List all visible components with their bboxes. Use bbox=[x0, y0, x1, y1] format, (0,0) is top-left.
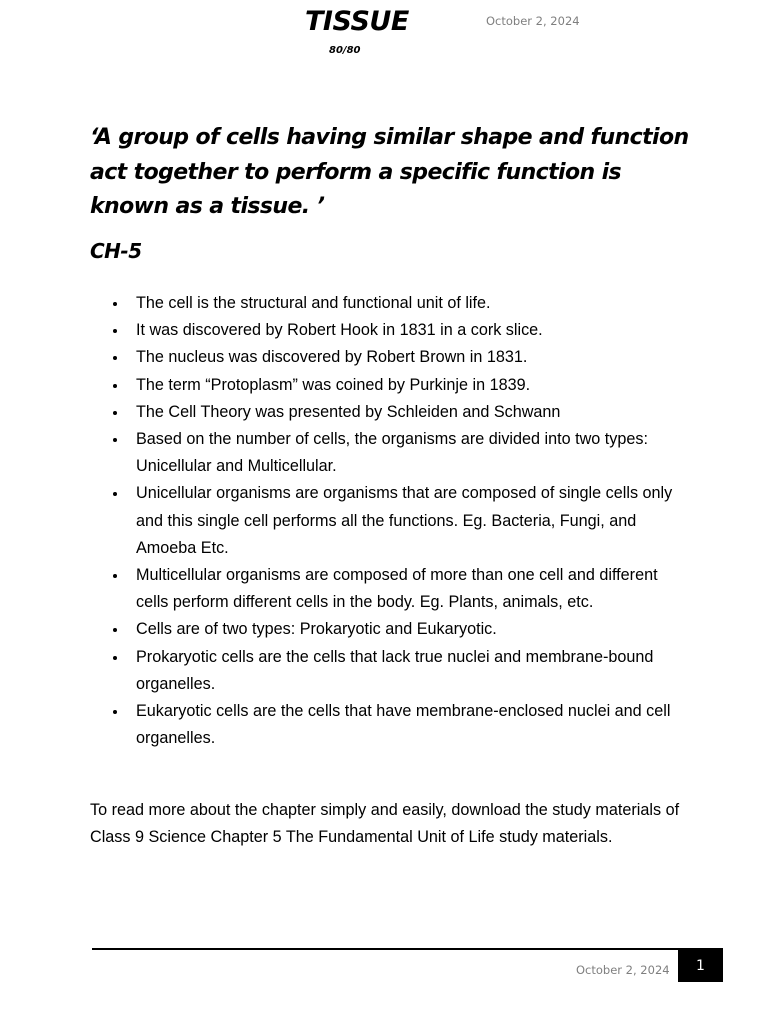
bullet-icon bbox=[113, 492, 117, 496]
list-item-text: Cells are of two types: Prokaryotic and Eukaryotic. bbox=[136, 620, 497, 639]
list-item bbox=[90, 399, 690, 426]
bullet-icon bbox=[113, 329, 117, 333]
list-item bbox=[90, 344, 690, 371]
bullet-icon bbox=[113, 384, 117, 388]
list-item-text: The nucleus was discovered by Robert Brown in 1831. bbox=[136, 348, 528, 367]
list-item bbox=[90, 644, 690, 698]
list-item-text: Unicellular organisms are organisms that are composed of single cells only and this single cell performs all the functions. Eg. Bacteria, Fungi, and Amoeba Etc. bbox=[136, 484, 673, 557]
chapter-heading: CH-5 bbox=[90, 239, 142, 263]
bullet-icon bbox=[113, 356, 117, 360]
bullet-list bbox=[90, 290, 690, 752]
list-item-text: The Cell Theory was presented by Schleiden and Schwann bbox=[136, 402, 561, 421]
footer-divider bbox=[92, 948, 723, 950]
list-item-text: Based on the number of cells, the organisms are divided into two types: Unicellular and Multicellular. bbox=[136, 430, 648, 476]
list-item-text: The cell is the structural and functional unit of life. bbox=[136, 294, 491, 312]
bullet-icon bbox=[113, 438, 117, 442]
footer-date: October 2, 2024 bbox=[576, 963, 670, 977]
list-item-text: Multicellular organisms are composed of more than one cell and different cells perform different cells in the body. Eg. Plants, animals, etc. bbox=[136, 566, 658, 612]
list-item bbox=[90, 698, 690, 752]
bullet-icon bbox=[113, 628, 117, 632]
list-item-text: The term “Protoplasm” was coined by Purkinje in 1839. bbox=[136, 375, 531, 394]
bullet-icon bbox=[113, 656, 117, 660]
bullet-icon bbox=[113, 710, 117, 714]
list-item bbox=[90, 290, 690, 317]
closing-paragraph: To read more about the chapter simply and easily, download the study materials of Class 9 Science Chapter 5 The Fundamental Unit of Life study materials. bbox=[90, 801, 680, 847]
list-item-text: Eukaryotic cells are the cells that have membrane-enclosed nuclei and cell organelles. bbox=[136, 702, 671, 748]
document-title: TISSUE bbox=[305, 6, 409, 37]
header-date: October 2, 2024 bbox=[486, 14, 580, 28]
list-item bbox=[90, 562, 690, 616]
list-item bbox=[90, 317, 690, 344]
bullet-icon bbox=[113, 574, 117, 578]
bullet-icon bbox=[113, 411, 117, 415]
bullet-icon bbox=[113, 302, 117, 306]
list-item-text: Prokaryotic cells are the cells that lack true nuclei and membrane-bound organelles. bbox=[136, 647, 654, 693]
list-item bbox=[90, 426, 690, 480]
list-item-text: It was discovered by Robert Hook in 1831 in a cork slice. bbox=[136, 321, 543, 340]
list-item bbox=[90, 616, 690, 643]
score-label: 80/80 bbox=[329, 45, 361, 56]
tissue-definition: ‘A group of cells having similar shape and function act together to perform a specific function is known as a tissue. ’ bbox=[90, 125, 689, 219]
list-item bbox=[90, 372, 690, 399]
page-number: 1 bbox=[678, 950, 723, 982]
list-item bbox=[90, 480, 690, 562]
